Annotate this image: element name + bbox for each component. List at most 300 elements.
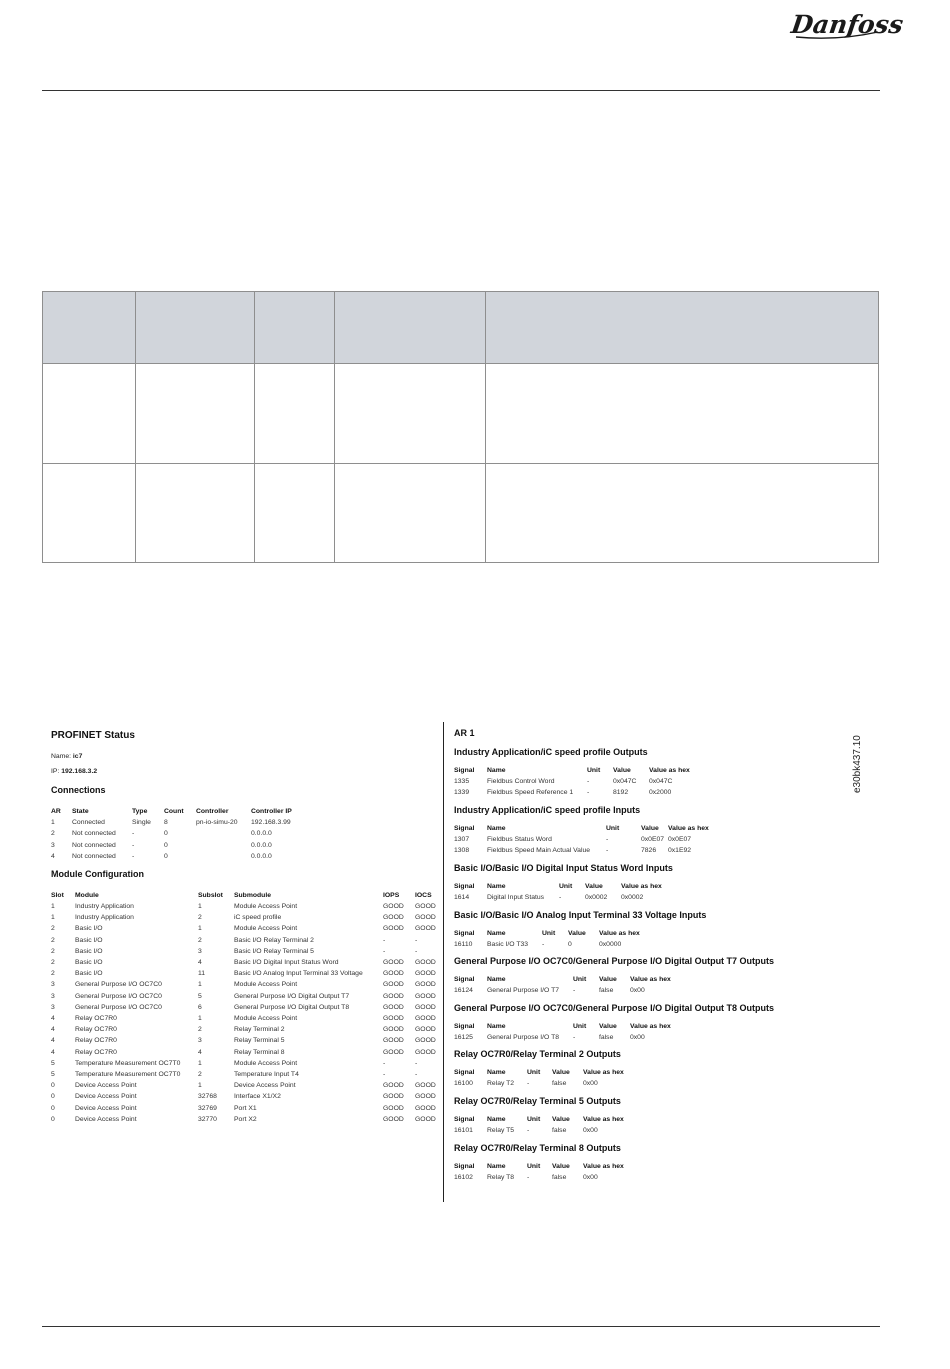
table-cell: pn-io-simu-20	[196, 819, 238, 826]
table-cell: Controller IP	[251, 808, 292, 815]
table-cell: 0	[164, 841, 168, 849]
table-cell: State	[72, 808, 89, 815]
table-cell: GOOD	[415, 1104, 436, 1112]
table-cell: Unit	[542, 930, 556, 937]
panel-divider	[443, 722, 444, 1202]
table-cell: Relay Terminal 5	[234, 1037, 285, 1045]
table-row	[42, 993, 437, 1004]
table-cell: 3	[51, 992, 55, 1000]
connections-header-row	[42, 808, 437, 819]
table-cell: Name	[487, 1116, 506, 1123]
table-cell: IOPS	[383, 892, 400, 899]
table-cell: Basic I/O Digital Input Status Word	[234, 959, 339, 966]
table-cell: Name	[487, 767, 506, 774]
table-cell: Not connected	[72, 841, 116, 849]
table-cell: 1307	[454, 836, 470, 843]
table-cell: Signal	[454, 1163, 475, 1170]
table-cell: 16125	[454, 1034, 473, 1041]
table-cell: Relay Terminal 2	[234, 1026, 285, 1034]
table-cell: -	[132, 841, 135, 849]
table-cell: 32768	[198, 1093, 217, 1101]
table-cell: 2	[198, 1026, 202, 1034]
table-cell: Subslot	[198, 892, 223, 899]
table-cell: GOOD	[383, 992, 404, 1000]
table-cell: 6	[198, 1003, 202, 1011]
table-cell: 2	[198, 936, 202, 944]
table-cell: Value	[552, 1116, 570, 1123]
table-cell: GOOD	[415, 914, 436, 922]
table-cell: 4	[51, 1015, 55, 1022]
table-cell: Type	[132, 808, 148, 815]
table-cell: General Purpose I/O OC7C0	[75, 1003, 162, 1011]
table-cell: 0x00	[630, 987, 645, 994]
table-cell: Signal	[454, 1069, 475, 1076]
table-cell: 1335	[454, 778, 470, 785]
table-row	[454, 778, 854, 789]
table-cell: Name	[487, 1163, 506, 1170]
table-cell: Value as hex	[668, 825, 709, 832]
table-cell: Module Access Point	[234, 1015, 298, 1022]
table-cell: Basic I/O Analog Input Terminal 33 Voltage	[234, 970, 363, 978]
table-cell: 4	[51, 1037, 55, 1045]
table-cell: 1	[198, 1059, 202, 1067]
table-cell: IOCS	[415, 892, 432, 899]
table-cell: 0.0.0.0	[251, 852, 272, 860]
table-row	[42, 1082, 437, 1093]
table-cell: 2	[198, 1071, 202, 1078]
table-cell: 2	[51, 970, 55, 978]
ar-section-title: Relay OC7R0/Relay Terminal 8 Outputs	[454, 1143, 621, 1153]
table-cell: iC speed profile	[234, 914, 282, 922]
ar-section-title: Basic I/O/Basic I/O Digital Input Status Word Inputs	[454, 863, 673, 873]
table-cell: Single	[132, 819, 151, 826]
table-cell: -	[606, 836, 609, 843]
table-cell: Unit	[573, 1023, 587, 1030]
connections-title: Connections	[51, 785, 106, 795]
table-cell: -	[573, 987, 576, 994]
table-cell: 4	[198, 959, 202, 966]
table-cell: Signal	[454, 976, 475, 983]
table-cell: -	[542, 941, 545, 948]
table-cell: GOOD	[383, 1026, 404, 1034]
table-cell: 1614	[454, 894, 470, 901]
table-cell: Basic I/O	[75, 925, 103, 933]
ar-section-title: Relay OC7R0/Relay Terminal 2 Outputs	[454, 1049, 621, 1059]
table-cell: GOOD	[383, 1037, 404, 1045]
table-cell: GOOD	[415, 970, 436, 978]
table-cell: Fieldbus Speed Main Actual Value	[487, 847, 591, 854]
table-cell: Submodule	[234, 892, 272, 899]
parameter-table-col-divider	[334, 292, 335, 562]
module-header-row	[42, 892, 437, 903]
table-row	[42, 1060, 437, 1071]
table-row	[42, 903, 437, 914]
table-cell: 11	[198, 970, 206, 978]
table-cell: 1	[198, 981, 202, 989]
table-row	[42, 819, 437, 830]
table-row	[454, 894, 854, 905]
table-cell: Slot	[51, 892, 64, 899]
table-cell: Basic I/O T33	[487, 941, 529, 948]
table-cell: GOOD	[415, 981, 436, 989]
table-cell: -	[527, 1174, 530, 1181]
table-row	[42, 981, 437, 992]
table-row	[42, 830, 437, 841]
table-row	[42, 937, 437, 948]
table-row	[454, 836, 854, 847]
table-cell: Basic I/O Relay Terminal 5	[234, 947, 314, 955]
module-config-title: Module Configuration	[51, 869, 144, 879]
table-cell: Count	[164, 808, 184, 815]
table-cell: Unit	[527, 1069, 541, 1076]
table-cell: Signal	[454, 1116, 475, 1123]
table-cell: 0	[51, 1082, 55, 1090]
table-row	[42, 1093, 437, 1104]
table-cell: -	[415, 1071, 418, 1078]
table-cell: 0	[51, 1115, 55, 1123]
table-row	[42, 842, 437, 853]
table-cell: 1	[51, 914, 55, 922]
table-cell: -	[383, 947, 386, 955]
table-cell: 7826	[641, 847, 657, 854]
table-cell: Value	[641, 825, 659, 832]
table-cell: Device Access Point	[75, 1115, 137, 1123]
table-cell: 0x0E07	[641, 836, 665, 843]
table-cell: AR	[51, 808, 61, 815]
table-cell: GOOD	[415, 925, 436, 933]
table-cell: 0x047C	[613, 778, 637, 785]
table-cell: GOOD	[415, 1026, 436, 1034]
table-cell: GOOD	[383, 925, 404, 933]
table-cell: 0	[51, 1104, 55, 1112]
device-ip-label: IP: 192.168.3.2	[51, 768, 98, 775]
table-cell: GOOD	[383, 1115, 404, 1123]
table-cell: GOOD	[415, 1115, 436, 1123]
device-name-label: Name: ic7	[51, 753, 83, 760]
table-cell: -	[587, 778, 590, 785]
table-cell: 5	[51, 1071, 55, 1078]
parameter-table-col-divider	[485, 292, 486, 562]
table-cell: Unit	[606, 825, 620, 832]
table-cell: General Purpose I/O OC7C0	[75, 981, 162, 989]
table-cell: Value as hex	[621, 883, 662, 890]
table-cell: 0	[51, 1093, 55, 1101]
table-cell: false	[599, 987, 614, 994]
table-cell: -	[415, 1059, 418, 1067]
table-cell: Value	[552, 1163, 570, 1170]
table-cell: 2	[51, 947, 55, 955]
table-cell: General Purpose I/O T7	[487, 987, 560, 994]
table-cell: Industry Application	[75, 914, 134, 922]
ar-section-header-row	[454, 976, 854, 987]
table-cell: Relay T5	[487, 1127, 515, 1134]
table-cell: GOOD	[415, 1015, 436, 1022]
table-cell: Name	[487, 930, 506, 937]
table-cell: Name	[487, 1069, 506, 1076]
table-cell: Value as hex	[649, 767, 690, 774]
table-row	[454, 1080, 854, 1091]
table-cell: GOOD	[415, 1082, 436, 1090]
table-cell: false	[552, 1127, 567, 1134]
table-cell: Signal	[454, 883, 475, 890]
table-cell: Value as hex	[583, 1116, 624, 1123]
table-cell: Not connected	[72, 830, 116, 838]
table-cell: -	[573, 1034, 576, 1041]
table-cell: 2	[51, 959, 55, 966]
table-cell: Unit	[527, 1116, 541, 1123]
table-cell: false	[599, 1034, 614, 1041]
table-row	[42, 1026, 437, 1037]
table-cell: -	[132, 852, 135, 860]
table-cell: GOOD	[383, 1093, 404, 1101]
table-cell: 0	[164, 852, 168, 860]
table-cell: Port X1	[234, 1104, 257, 1112]
table-cell: Unit	[587, 767, 601, 774]
table-cell: GOOD	[383, 1048, 404, 1056]
table-cell: false	[552, 1080, 567, 1087]
table-cell: 16124	[454, 987, 473, 994]
ar-section-header-row	[454, 1116, 854, 1127]
ar-section-title: Relay OC7R0/Relay Terminal 5 Outputs	[454, 1096, 621, 1106]
table-row	[454, 941, 854, 952]
ar-section-header-row	[454, 930, 854, 941]
table-cell: Module	[75, 892, 99, 899]
table-cell: -	[527, 1127, 530, 1134]
table-cell: Unit	[559, 883, 573, 890]
table-cell: Digital Input Status	[487, 894, 545, 901]
table-cell: -	[132, 830, 135, 838]
table-cell: 4	[51, 1026, 55, 1034]
table-cell: Connected	[72, 819, 105, 826]
table-cell: -	[415, 947, 418, 955]
table-row	[42, 1015, 437, 1026]
table-cell: 2	[198, 914, 202, 922]
table-cell: GOOD	[415, 1003, 436, 1011]
ar-section-title: General Purpose I/O OC7C0/General Purpose I/O Digital Output T8 Outputs	[454, 1003, 775, 1013]
table-cell: 32770	[198, 1115, 217, 1123]
table-row	[42, 948, 437, 959]
table-cell: Value	[599, 976, 617, 983]
table-row	[454, 847, 854, 858]
parameter-table-col-divider	[254, 292, 255, 562]
table-row	[42, 1004, 437, 1015]
table-cell: -	[559, 894, 562, 901]
table-row	[42, 959, 437, 970]
table-cell: 3	[51, 981, 55, 989]
table-cell: -	[383, 936, 386, 944]
table-cell: 192.168.3.99	[251, 819, 291, 826]
table-cell: -	[527, 1080, 530, 1087]
ar-title: AR 1	[454, 728, 475, 738]
table-cell: Signal	[454, 930, 475, 937]
table-row	[42, 1105, 437, 1116]
table-cell: 1	[198, 1015, 202, 1022]
table-cell: GOOD	[415, 903, 436, 910]
table-cell: 0	[164, 830, 168, 838]
table-cell: 4	[51, 852, 55, 860]
table-cell: -	[606, 847, 609, 854]
table-cell: Device Access Point	[75, 1104, 137, 1112]
table-row	[454, 789, 854, 800]
table-cell: Value	[585, 883, 603, 890]
table-row	[42, 914, 437, 925]
table-cell: Value as hex	[583, 1069, 624, 1076]
table-cell: 0x0000	[599, 941, 622, 948]
parameter-table-header	[43, 292, 878, 364]
table-cell: 0x2000	[649, 789, 672, 796]
table-cell: GOOD	[415, 959, 436, 966]
table-cell: 3	[51, 841, 55, 849]
table-cell: 1	[51, 903, 55, 910]
table-row	[42, 1037, 437, 1048]
ar-section-title: Basic I/O/Basic I/O Analog Input Terminal 33 Voltage Inputs	[454, 910, 707, 920]
table-cell: GOOD	[383, 970, 404, 978]
table-cell: -	[587, 789, 590, 796]
table-cell: GOOD	[383, 903, 404, 910]
table-cell: 8192	[613, 789, 629, 796]
table-cell: Module Access Point	[234, 925, 298, 933]
table-cell: Relay OC7R0	[75, 1026, 117, 1034]
table-cell: GOOD	[415, 1048, 436, 1056]
table-cell: 1339	[454, 789, 470, 796]
table-cell: Device Access Point	[234, 1082, 296, 1090]
table-cell: Relay OC7R0	[75, 1015, 117, 1022]
ar-section-header-row	[454, 825, 854, 836]
table-cell: Name	[487, 1023, 506, 1030]
table-cell: 8	[164, 819, 168, 826]
table-row	[42, 1116, 437, 1127]
table-cell: Value as hex	[599, 930, 640, 937]
table-cell: Fieldbus Control Word	[487, 778, 555, 785]
table-cell: General Purpose I/O Digital Output T8	[234, 1003, 350, 1011]
table-cell: 0.0.0.0	[251, 841, 272, 849]
ar-section-header-row	[454, 883, 854, 894]
table-cell: false	[552, 1174, 567, 1181]
table-row	[454, 987, 854, 998]
table-cell: General Purpose I/O Digital Output T7	[234, 992, 350, 1000]
table-cell: 2	[51, 936, 55, 944]
ar-section-header-row	[454, 1023, 854, 1034]
table-cell: Industry Application	[75, 903, 134, 910]
table-cell: 32769	[198, 1104, 217, 1112]
table-cell: Value as hex	[630, 976, 671, 983]
table-cell: 0.0.0.0	[251, 830, 272, 838]
ar-section-title: Industry Application/iC speed profile Outputs	[454, 747, 648, 757]
table-cell: Not connected	[72, 852, 116, 860]
table-row	[454, 1127, 854, 1138]
table-cell: Device Access Point	[75, 1082, 137, 1090]
table-cell: Relay Terminal 8	[234, 1048, 285, 1056]
table-cell: Module Access Point	[234, 981, 298, 989]
table-cell: Unit	[527, 1163, 541, 1170]
table-cell: Value	[599, 1023, 617, 1030]
table-cell: Basic I/O	[75, 970, 103, 978]
parameter-table-row-divider	[43, 463, 878, 464]
table-cell: Basic I/O	[75, 936, 103, 944]
table-cell: 1	[198, 925, 202, 933]
table-cell: Unit	[573, 976, 587, 983]
table-cell: -	[383, 1059, 386, 1067]
table-cell: Basic I/O	[75, 959, 103, 966]
table-cell: Signal	[454, 1023, 475, 1030]
table-cell: 3	[198, 1037, 202, 1045]
table-cell: 0x00	[630, 1034, 645, 1041]
table-cell: Interface X1/X2	[234, 1093, 281, 1101]
table-cell: 3	[198, 947, 202, 955]
ar-section-title: Industry Application/iC speed profile Inputs	[454, 805, 641, 815]
table-cell: GOOD	[383, 1003, 404, 1011]
table-cell: 0x047C	[649, 778, 673, 785]
table-cell: Relay OC7R0	[75, 1037, 117, 1045]
table-cell: -	[415, 936, 418, 944]
footer-rule	[42, 1326, 880, 1327]
table-row	[454, 1174, 854, 1185]
table-cell: 16110	[454, 941, 473, 948]
table-cell: GOOD	[383, 981, 404, 989]
table-cell: GOOD	[415, 1093, 436, 1101]
table-row	[42, 970, 437, 981]
table-cell: Temperature Input T4	[234, 1071, 299, 1078]
table-cell: 5	[51, 1059, 55, 1067]
table-cell: Name	[487, 883, 506, 890]
table-cell: 5	[198, 992, 202, 1000]
profinet-status-figure	[42, 720, 882, 1210]
table-cell: Relay OC7R0	[75, 1048, 117, 1056]
table-cell: 0x0002	[585, 894, 608, 901]
table-cell: 0	[568, 941, 572, 948]
table-cell: Value	[568, 930, 586, 937]
table-cell: Signal	[454, 825, 475, 832]
table-cell: GOOD	[415, 992, 436, 1000]
table-row	[42, 853, 437, 864]
parameter-table	[42, 291, 879, 563]
table-cell: 1	[198, 1082, 202, 1090]
table-cell: Fieldbus Speed Reference 1	[487, 789, 574, 796]
table-cell: 1	[51, 819, 55, 826]
svg-text:e30bk437.10: e30bk437.10	[852, 735, 863, 793]
svg-text:Danfoss: Danfoss	[789, 9, 906, 39]
table-cell: Name	[487, 976, 506, 983]
table-cell: 3	[51, 1003, 55, 1011]
table-cell: Basic I/O	[75, 947, 103, 955]
table-cell: GOOD	[383, 1104, 404, 1112]
table-cell: Controller	[196, 808, 229, 815]
table-cell: Module Access Point	[234, 1059, 298, 1067]
table-cell: GOOD	[415, 1037, 436, 1045]
table-cell: Value	[613, 767, 631, 774]
table-cell: 16102	[454, 1174, 473, 1181]
table-cell: 0x00	[583, 1080, 598, 1087]
table-cell: 4	[198, 1048, 202, 1056]
device-ip-value: 192.168.3.2	[61, 768, 98, 775]
ar-section-header-row	[454, 1069, 854, 1080]
table-cell: General Purpose I/O OC7C0	[75, 992, 162, 1000]
table-cell: 1308	[454, 847, 470, 854]
table-row	[42, 1049, 437, 1060]
table-cell: GOOD	[383, 959, 404, 966]
table-row	[42, 925, 437, 936]
table-cell: Fieldbus Status Word	[487, 836, 552, 843]
table-cell: Module Access Point	[234, 903, 298, 910]
ar-section-header-row	[454, 1163, 854, 1174]
table-cell: 16100	[454, 1080, 473, 1087]
table-cell: 2	[51, 925, 55, 933]
device-name-value: ic7	[72, 753, 83, 760]
table-cell: Value as hex	[630, 1023, 671, 1030]
table-row	[42, 1071, 437, 1082]
table-cell: 0x1E92	[668, 847, 692, 854]
header-rule	[42, 90, 880, 91]
